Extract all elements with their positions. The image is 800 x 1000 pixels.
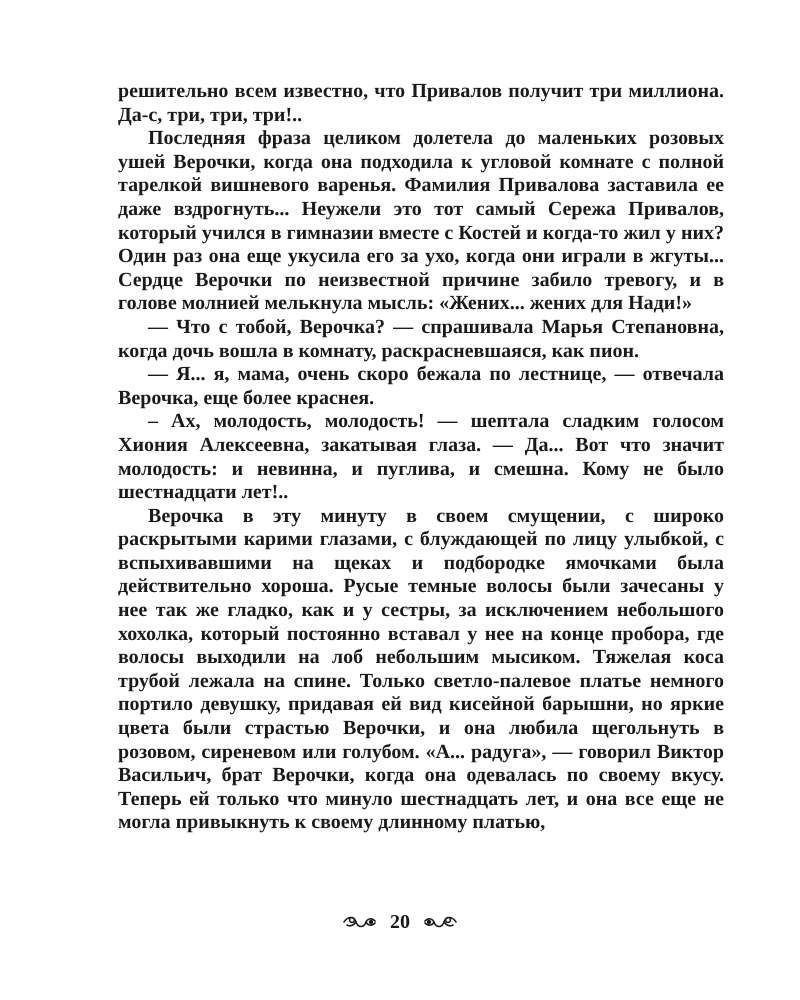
page-body — [118, 80, 724, 835]
floral-ornament-right-icon — [422, 912, 458, 932]
paragraph-6: Верочка в эту минуту в своем смущении, с широко раскрытыми карими глазами, с блуждающей по лицу улыбкой, с вспыхивавшими на щеках и подбородке ямочками была действительно хороша. Русые темные волосы были зачесаны у нее так же гладко, как и у сестры, за исключением небольшого хохолка, который постоянно вставал у нее на конце пробора, где волосы выходили на лоб небольшим мысиком. Тяжелая коса трубой лежала на спине. Только светло-палевое платье немного портило девушку, придавая ей вид кисейной барышни, но яркие цвета были страстью Верочки, и она любила щегольнуть в розовом, сиреневом или голубом. «А... радуга», — говорил Виктор Васильич, брат Верочки, когда она одевалась по своему вкусу. Теперь ей только что минуло шестнадцать лет, и она все еще не могла привыкнуть к своему длинному платью, — [118, 504, 724, 834]
paragraph-5: – Ах, молодость, молодость! — шептала сладким голосом Хиония Алексеевна, закатывая глаза. — Да... Вот что значит молодость: и невинна, и пуглива, и смешна. Кому не было шестнадцати лет!.. — [118, 410, 724, 504]
paragraph-2: Последняя фраза целиком долетела до маленьких розовых ушей Верочки, когда она подходила к угловой комнате с полной тарелкой вишневого варенья. Фамилия Привалова заставила ее даже вздрогнуть... Неужели это тот самый Сережа Привалов, который учился в гимназии вместе с Костей и когда-то жил у них? Один раз она еще укусила его за ухо, когда они играли в жгуты... Сердце Верочки по неизвестной причине забило тревогу, и в голове молнией мелькнула мысль: «Жених... жених для Нади!» — [118, 127, 724, 315]
paragraph-3: — Что с тобой, Верочка? — спрашивала Марья Степановна, когда дочь вошла в комнату, раскрасневшаяся, как пион. — [118, 315, 724, 362]
page-number: 20 — [390, 910, 410, 933]
paragraph-1: решительно всем известно, что Привалов получит три миллиона. Да-с, три, три, три!.. — [118, 80, 724, 126]
paragraph-4: — Я... я, мама, очень скоро бежала по лестнице, — отвечала Верочка, еще более краснея. — [118, 363, 724, 409]
page-footer — [0, 908, 800, 936]
floral-ornament-left-icon — [342, 912, 378, 932]
